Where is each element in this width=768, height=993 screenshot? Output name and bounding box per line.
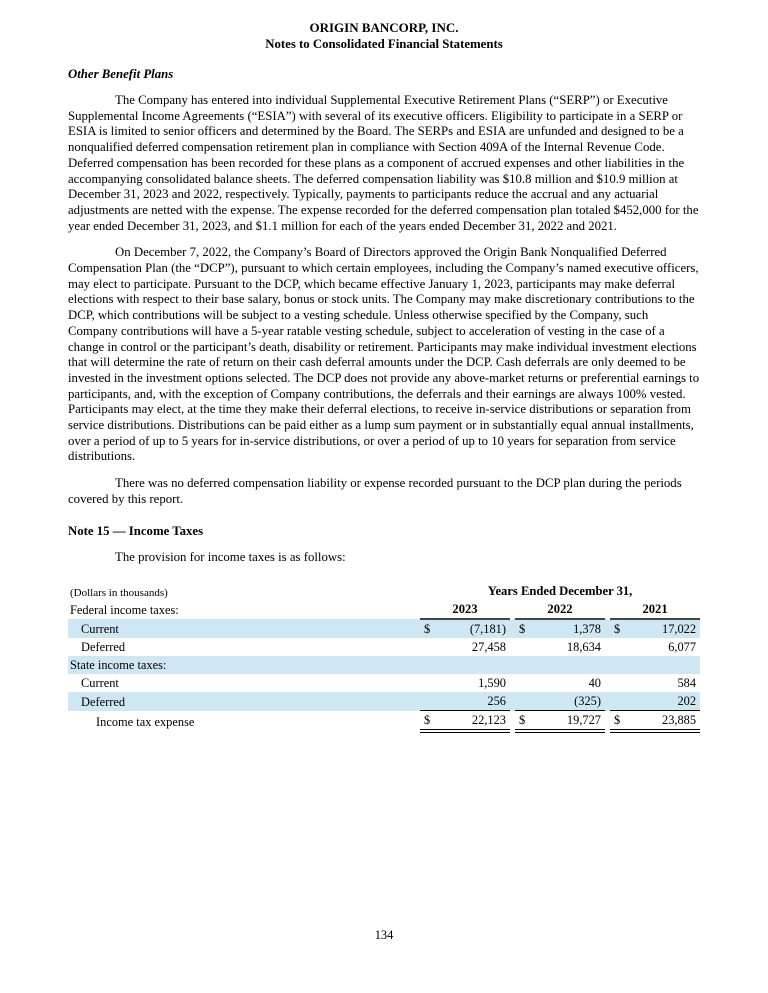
dollar-sign xyxy=(420,638,436,656)
income-tax-provision-table xyxy=(68,582,700,733)
cell-value: 17,022 xyxy=(662,622,697,637)
dollar-sign xyxy=(610,674,626,692)
cell-value: 23,885 xyxy=(626,711,700,732)
paragraph-dcp: On December 7, 2022, the Company’s Board of Directors approved the Origin Bank Nonqualified Deferred Compensation Plan (the “DCP”), pursuant to which certain employees, including the Company’s named executive officers, may elect to participate. Pursuant to the DCP, which became effective January 1, 2023, participants may make deferral elections with respect to their base salary, bonus or stock units. The Company may make discretionary contributions to the DCP, which contributions will be subject to a vesting schedule. Unless otherwise specified by the Company, such Company contributions will have a 5-year ratable vesting schedule, subject to acceleration of vesting in the case of a change in control or the participant’s death, disability or retirement. Participants may make individual investment elections that will determine the rate of return on their cash deferral amounts under the DCP. Cash deferrals are only deemed to be invested in the investment options selected. The DCP does not provide any above-market returns or preferential earnings to participants, and, with the exception of Company contributions, the deferrals and their earnings are always 100% vested. Participants may elect, at the time they make their deferral elections, to receive in-service distributions or separation from service distributions. Distributions can be paid either as a lump sum payment or in substantially equal annual installments, over a period of up to 5 years for in-service distributions, or over a period of up to 10 years for separation from service distributions. xyxy=(68,245,700,464)
document-header xyxy=(68,19,700,53)
units-label: (Dollars in thousands) xyxy=(70,587,168,600)
dollar-sign: $ xyxy=(614,622,621,637)
table-year-header-row xyxy=(68,600,700,619)
note-15-heading: Note 15 — Income Taxes xyxy=(68,523,204,538)
table-row-federal-deferred xyxy=(68,638,700,656)
dollar-sign xyxy=(515,692,531,711)
dollar-sign: $ xyxy=(610,711,626,732)
dollar-sign: $ xyxy=(519,622,526,637)
cell-value: (7,181) xyxy=(469,622,506,637)
dollar-sign xyxy=(610,638,626,656)
dollar-sign xyxy=(420,674,436,692)
provision-intro-text: The provision for income taxes is as follows: xyxy=(115,549,346,564)
row-label: Income tax expense xyxy=(96,715,195,730)
cell-value: 202 xyxy=(626,692,700,711)
row-label: Current xyxy=(81,676,119,691)
income-tax-table-wrapper xyxy=(68,582,700,733)
cell-value: 584 xyxy=(677,676,697,691)
paragraph-dcp-liability: There was no deferred compensation liability or expense recorded pursuant to the DCP plan during the periods covered by this report. xyxy=(68,476,682,506)
company-name: ORIGIN BANCORP, INC. xyxy=(309,20,459,35)
dollar-sign xyxy=(420,692,436,711)
table-row-income-tax-expense-total xyxy=(68,711,700,732)
cell-value: (325) xyxy=(531,692,605,711)
cell-value: 27,458 xyxy=(471,640,506,655)
year-header-2022: 2022 xyxy=(515,600,605,619)
table-units-period-row xyxy=(68,582,700,600)
cell-value: 22,123 xyxy=(436,711,510,732)
row-label: Deferred xyxy=(81,694,126,709)
dollar-sign xyxy=(515,674,531,692)
row-label: Deferred xyxy=(81,640,126,655)
cell-value: 1,590 xyxy=(478,676,506,691)
period-header: Years Ended December 31, xyxy=(487,584,633,599)
page-number: 134 xyxy=(374,928,394,942)
dollar-sign xyxy=(610,692,626,711)
paragraph-serp-esia: The Company has entered into individual Supplemental Executive Retirement Plans (“SERP”) or Executive Supplemental Income Agreements (“ESIA”) with several of its executive officers. Eligibility to participate in a SERP or ESIA is limited to senior officers and determined by the Board. The SERPs and ESIA are unfunded and designed to be a nonqualified deferred compensation retirement plan in compliance with Section 409A of the Internal Revenue Code. Deferred compensation has been recorded for these plans as a component of accrued expenses and other liabilities in the accompanying consolidated balance sheets. The deferred compensation liability was $10.8 million and $10.9 million at December 31, 2023 and 2022, respectively. Typically, payments to participants reduce the accrual and any actuarial adjustments are netted with the expense. The expense recorded for the deferred compensation plan totaled $452,000 for the year ended December 31, 2023, and $1.1 million for each of the years ended December 31, 2022 and 2021. xyxy=(68,93,699,233)
dollar-sign: $ xyxy=(424,622,431,637)
year-header-2023: 2023 xyxy=(420,600,510,619)
table-row-state-section xyxy=(68,656,700,674)
year-header-2021: 2021 xyxy=(610,600,700,619)
dollar-sign: $ xyxy=(515,711,531,732)
state-section-label: State income taxes: xyxy=(70,658,167,673)
cell-value: 40 xyxy=(588,676,601,691)
table-row-state-current xyxy=(68,674,700,692)
cell-value: 256 xyxy=(436,692,510,711)
table-row-federal-current xyxy=(68,619,700,638)
cell-value: 18,634 xyxy=(566,640,601,655)
section-heading-other-benefit-plans: Other Benefit Plans xyxy=(68,67,174,81)
document-subtitle: Notes to Consolidated Financial Statements xyxy=(265,37,503,51)
cell-value: 6,077 xyxy=(668,640,697,655)
federal-section-label: Federal income taxes: xyxy=(70,603,179,618)
table-row-state-deferred xyxy=(68,692,700,711)
dollar-sign xyxy=(515,638,531,656)
cell-value: 19,727 xyxy=(531,711,605,732)
cell-value: 1,378 xyxy=(573,622,601,637)
row-label: Current xyxy=(81,622,119,637)
dollar-sign: $ xyxy=(420,711,436,732)
